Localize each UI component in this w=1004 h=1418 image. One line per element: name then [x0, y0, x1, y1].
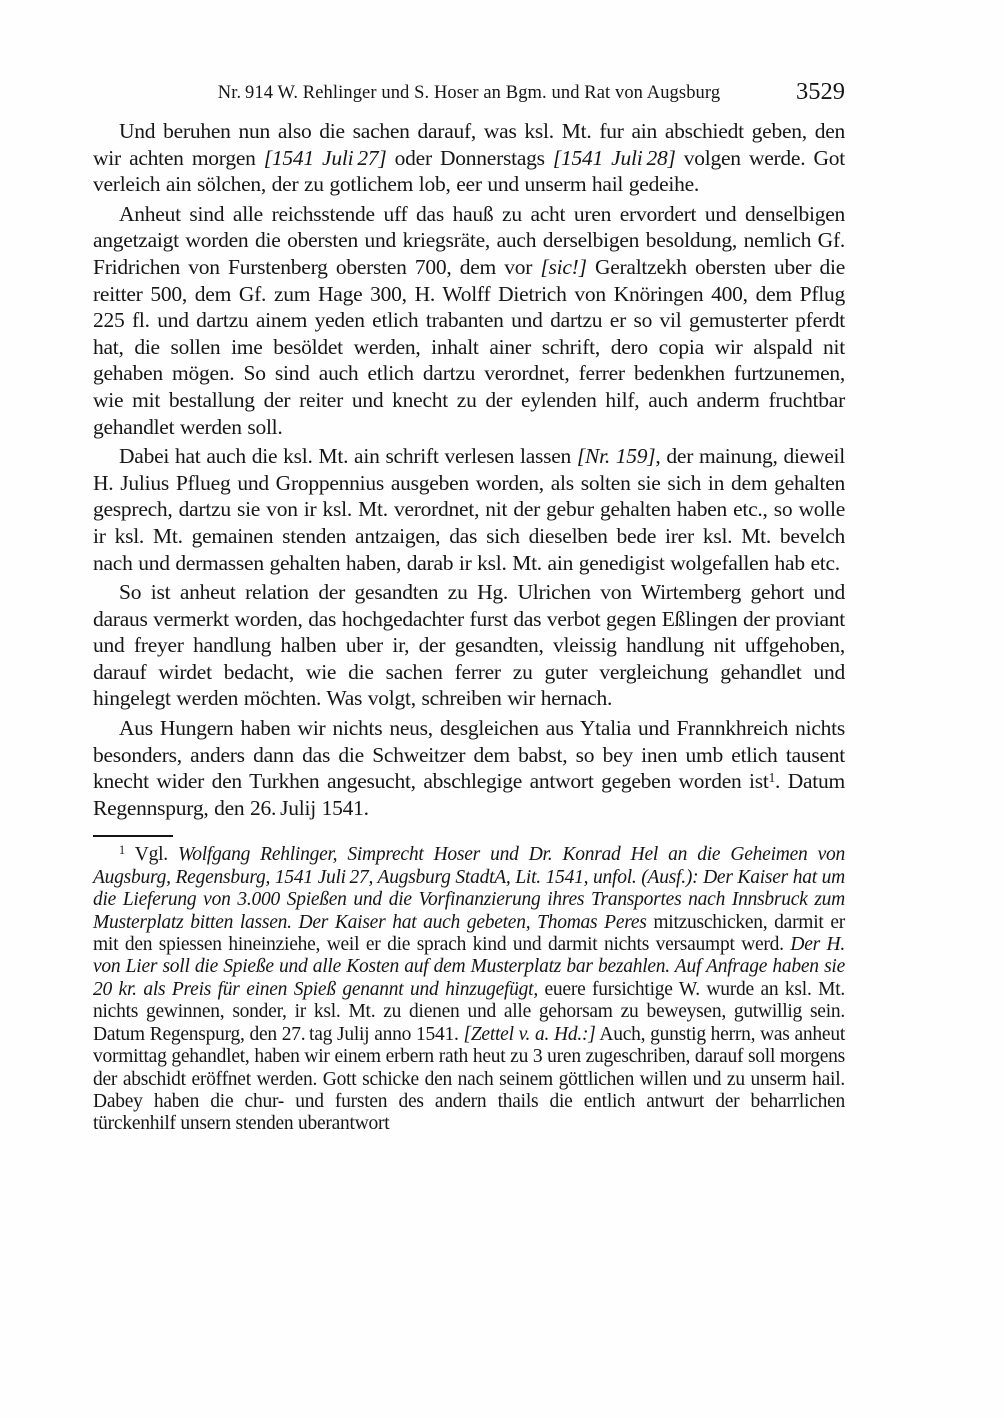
text-run-roman: Vgl. [134, 844, 179, 866]
running-header [93, 78, 845, 108]
body-paragraph-5 [93, 715, 845, 821]
text-run-roman: , der mainung, dieweil H. Julius Pflueg und Groppennius ausgeben worden, als solten sie sich in dem gehalten gesprech, dartzu sie von ir ksl. Mt. verordnet, nit der gebur gehalten haben etc., so wolle ir ksl. Mt. gemainen stenden antzaigen, das sich dieselben bede irer ksl. Mt. bevelch nach und dermassen gehalten haben, darab ir ksl. Mt. ain genedigist wolgefallen hab etc. [93, 444, 845, 575]
page-content [93, 78, 845, 1136]
text-run-roman: Auch, gunstig herrn, was anheut vormittag gehandlet, haben wir einem erbern rath heut zu 3 uren zugeschriben, darauf soll morgens der abschidt eröffnet werden. Gott schicke den nach seinem göttlichen willen und zu unserm hail. Dabey haben die chur- und fursten des andern thails die entlich antwurt der beharrlichen türckenhilf unsern stenden uberantwort [93, 1023, 846, 1135]
header-title: Nr. 914 W. Rehlinger und S. Hoser an Bgm. und Rat von Augsburg [217, 83, 721, 103]
text-run-roman: Geraltzekh obersten uber die reitter 500, dem Gf. zum Hage 300, H. Wolff Dietrich von Knöringen 400, dem Pflug 225 fl. und dartzu ainem yeden etlich trabanten und dartzu er so vil gemusterter pferdt hat, die sollen ime besöldet werden, inhalt ainer schrift, dero copia wir alspald nit gehaben mögen. So sind auch etlich dartzu verordnet, ferrer bedenkhen furtzunemen, wie mit bestallung der reiter und knecht zu der eylenden hilf, auch anderm fruchtbar gehandlet werden soll. [93, 254, 846, 439]
body-paragraph-4 [93, 579, 845, 712]
text-run-roman: volgen werde. Got verleich ain sölchen, der zu gotlichem lob, eer und unserm hail gedeihe. [93, 145, 846, 197]
footnote-area [93, 835, 845, 1135]
text-run-italic: Wolfgang Rehlinger, Simprecht Hoser und Dr. Konrad Hel an die Geheimen von Augsburg, Regensburg, 1541 Juli 27, Augsburg StadtA, Lit. 1541, unfol. (Ausf.): Der Kaiser hat um die Lieferung von 3.000 Spießen und die Vorfinanzierung ihres Transportes nach Innsbruck zum Musterplatz bitten lassen. Der Kaiser hat auch gebeten, Thomas Peres [93, 844, 845, 933]
text-run-sup: 1 [119, 843, 125, 858]
text-run-roman: Anheut sind alle reichsstende uff das hauß zu acht uren ervordert und denselbigen angetzaigt worden die obersten und kriegsräte, auch derselbigen besoldung, nemlich Gf. Fridrichen von Furstenberg obersten 700, dem vor [93, 201, 845, 279]
page-number: 3529 [796, 78, 845, 105]
footnote-separator [93, 835, 173, 837]
text-run-roman: . Datum Regennspurg, den 26. Julij 1541. [93, 769, 845, 820]
text-run-italic: [Zettel v. a. Hd.:] [463, 1023, 596, 1045]
text-run-italic: Der H. von Lier soll die Spieße und alle Kosten auf dem Musterplatz bar bezahlen. Auf Anfrage haben sie 20 kr. als Preis für einen Spieß genannt und hinzugefügt, [93, 934, 845, 1000]
text-run-sup: 1 [768, 770, 776, 786]
footnote-1 [93, 844, 845, 1135]
text-run-roman: mitzuschicken, darmit er mit den spiessen hineinziehe, weil er die sprach kind und darmit nichts versaumpt werd. [93, 911, 845, 956]
text-run-roman: Aus Hungern haben wir nichts neus, desgleichen aus Ytalia und Frannkhreich nichts besonders, anders dann das die Schweitzer dem babst, so bey inen umb etlich tausent knecht wider den Turkhen angesucht, abschlegige antwort gegeben worden ist [93, 716, 845, 794]
body-paragraph-1 [93, 118, 845, 198]
text-run-roman: euere fursichtige W. wurde an ksl. Mt. nichts gewinnen, sonder, ir ksl. Mt. zu dienen und alle gehorsam zu beweysen, gutwillig sein. Datum Regenspurg, den 27. tag Julij anno 1541. [93, 978, 846, 1045]
text-run-italic: [sic!] [540, 254, 587, 279]
body-paragraph-3 [93, 443, 845, 576]
text-run-roman: Dabei hat auch die ksl. Mt. ain schrift verlesen lassen [119, 444, 577, 469]
body-paragraph-2 [93, 201, 845, 440]
text-run-italic: [Nr. 159] [576, 444, 656, 469]
text-run-italic: [1541 Juli 27] [263, 145, 387, 170]
body-text [93, 118, 845, 821]
text-run-roman: oder Donnerstags [386, 145, 553, 170]
text-run-italic: [1541 Juli 28] [552, 145, 676, 170]
text-run-roman: Und beruhen nun also die sachen darauf, was ksl. Mt. fur ain abschiedt geben, den wir achten morgen [93, 119, 845, 170]
text-run-roman: So ist anheut relation der gesandten zu Hg. Ulrichen von Wirtemberg gehort und daraus vermerkt worden, das hochgedachter furst das verbot gegen Eßlingen der proviant und freyer handlung halben uber ir, der gesandten, vleissig handlung nit uffgehoben, darauf wirdet bedacht, wie die sachen ferrer zu guter vergleichung gehandlet und hingelegt werden möchten. Was volgt, schreiben wir hernach. [93, 580, 845, 711]
